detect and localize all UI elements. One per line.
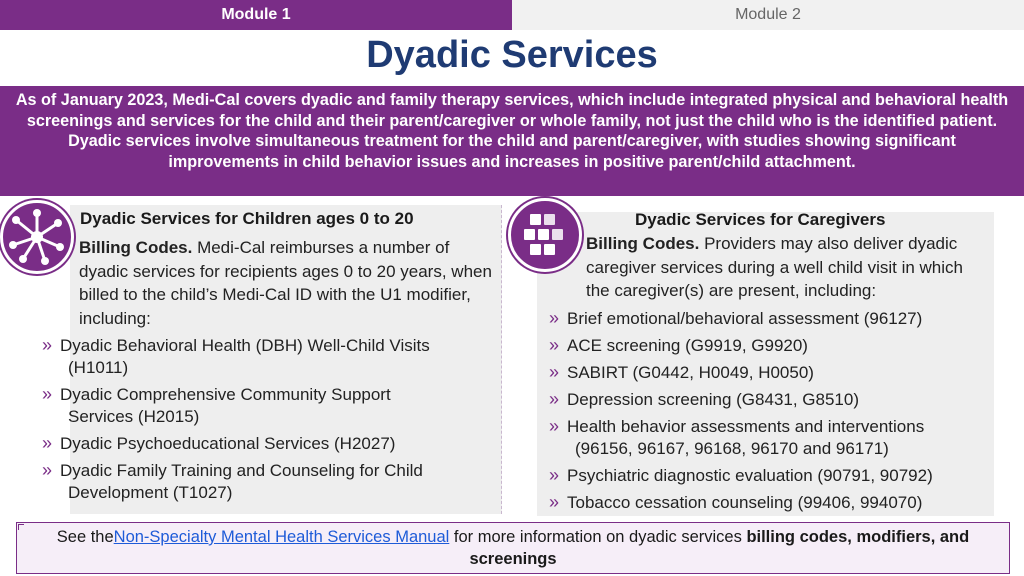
list-item: » SABIRT (G0442, H0049, H0050) bbox=[549, 362, 814, 382]
list-item: » Tobacco cessation counseling (99406, 994070) bbox=[549, 492, 923, 512]
footer-prefix: See the bbox=[56, 528, 114, 546]
blocks-circle-icon bbox=[508, 198, 582, 272]
list-item: » Dyadic Family Training and Counseling for Child Development (T1027) bbox=[42, 460, 423, 502]
hands-circle-icon bbox=[0, 200, 74, 274]
caregiver-billing-body: Providers may also deliver dyadic caregiver services during a well child visit in which the caregiver(s) are present, including: bbox=[586, 234, 963, 300]
bullet-marker: » bbox=[42, 460, 53, 480]
children-billing-text bbox=[79, 236, 494, 330]
bullet-marker: » bbox=[549, 362, 560, 382]
list-item: » Dyadic Comprehensive Community Support Services (H2015) bbox=[42, 384, 391, 426]
list-item: » Depression screening (G8431, G8510) bbox=[549, 389, 859, 409]
list-item: » Health behavior assessments and interventions (96156, 96167, 96168, 96170 and 96171) bbox=[549, 416, 925, 458]
bullet-marker: » bbox=[549, 465, 560, 485]
tab-module-1[interactable]: Module 1 bbox=[0, 0, 512, 30]
caregiver-heading: Dyadic Services for Caregivers bbox=[635, 210, 886, 229]
children-services-list bbox=[38, 335, 498, 509]
list-item: » Dyadic Behavioral Health (DBH) Well-Child Visits (H1011) bbox=[42, 335, 430, 377]
tab-module-2[interactable]: Module 2 bbox=[512, 0, 1024, 30]
footer-bold-text: billing codes, modifiers, and screenings bbox=[469, 528, 970, 568]
caregiver-billing-label: Billing Codes. bbox=[586, 234, 700, 253]
children-billing-label: Billing Codes. bbox=[79, 238, 193, 257]
bullet-marker: » bbox=[549, 308, 560, 328]
manual-link[interactable]: Non-Specialty Mental Health Services Manual bbox=[113, 528, 450, 546]
blocks-icon bbox=[520, 210, 570, 260]
bullet-marker: » bbox=[549, 492, 560, 512]
bullet-marker: » bbox=[549, 335, 560, 355]
intro-banner: As of January 2023, Medi-Cal covers dyadic and family therapy services, which include integrated physical and behavioral health screenings and services for the child and their parent/caregiver or whole family, not just the child who is the identified patient. Dyadic services involve simultaneous treatment for the child and parent/caregiver, with studies showing significant improvements in child behavior issues and increases in positive parent/child attachment. bbox=[0, 86, 1024, 196]
hands-icon bbox=[7, 207, 67, 267]
list-item: » ACE screening (G9919, G9920) bbox=[549, 335, 808, 355]
list-item: » Brief emotional/behavioral assessment (96127) bbox=[549, 308, 923, 328]
children-heading: Dyadic Services for Children ages 0 to 20 bbox=[80, 209, 414, 228]
list-item: » Dyadic Psychoeducational Services (H2027) bbox=[42, 433, 396, 453]
caregiver-services-list bbox=[545, 308, 1010, 519]
page-title: Dyadic Services bbox=[366, 34, 658, 76]
bullet-marker: » bbox=[42, 433, 53, 453]
caregiver-billing-text bbox=[586, 232, 991, 303]
bullet-marker: » bbox=[42, 335, 53, 355]
module-tabs bbox=[0, 0, 1024, 30]
bullet-marker: » bbox=[549, 416, 560, 436]
list-item: » Psychiatric diagnostic evaluation (90791, 90792) bbox=[549, 465, 933, 485]
footer-corner-mark bbox=[18, 524, 24, 530]
children-billing-body: Medi-Cal reimburses a number of dyadic services for recipients ages 0 to 20 years, when billed to the child’s Medi-Cal ID with the U1 modifier, including: bbox=[79, 238, 492, 328]
bullet-marker: » bbox=[549, 389, 560, 409]
footer-note bbox=[16, 522, 1010, 574]
bullet-marker: » bbox=[42, 384, 53, 404]
footer-middle: for more information on dyadic services bbox=[449, 528, 747, 546]
